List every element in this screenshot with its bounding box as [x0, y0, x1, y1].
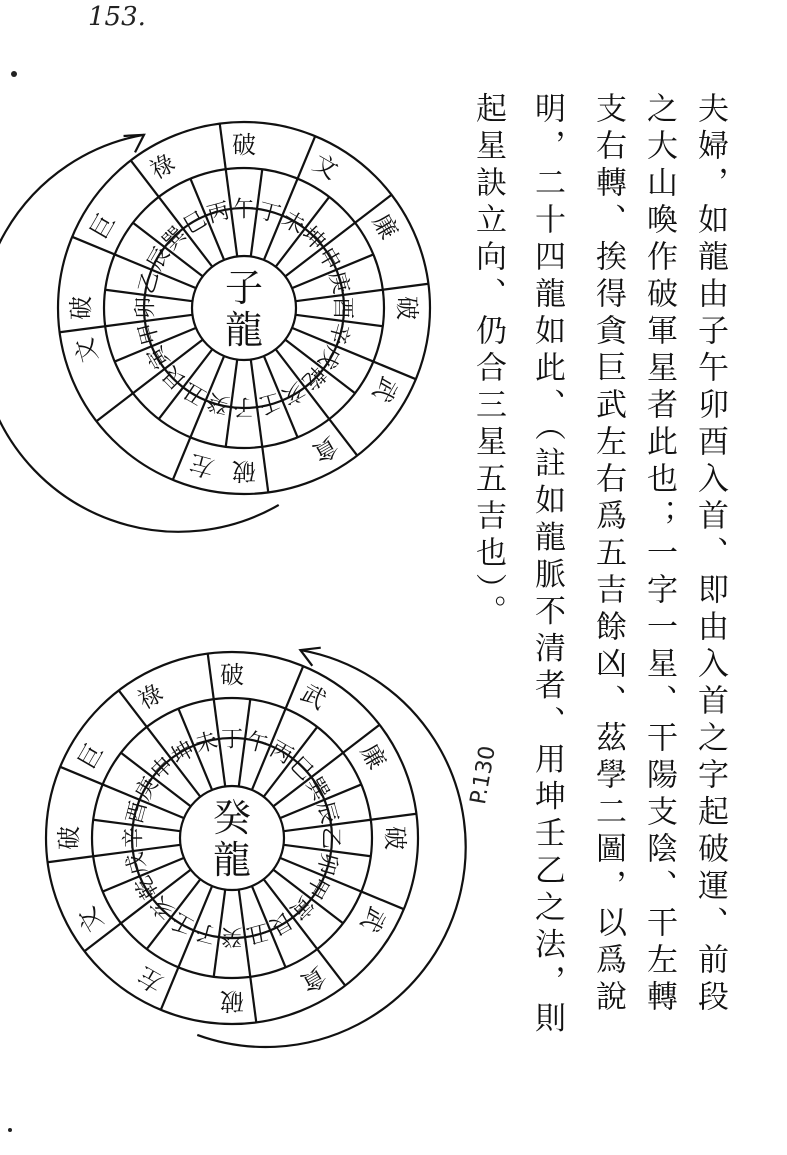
dragon-label: 子 [224, 266, 264, 310]
branch-label: 坤 [296, 222, 330, 256]
branch-label: 庚 [323, 268, 354, 297]
branch-label: 艮 [158, 360, 192, 394]
star-label: 破 [381, 826, 409, 850]
ring-divider [250, 977, 256, 1023]
star-label: 左 [186, 448, 218, 483]
star-label: 武 [296, 678, 331, 715]
star-label: 文 [308, 148, 343, 185]
branch-label: 丁 [220, 727, 244, 753]
text-column-3: 支右轉、挨得貪巨武左右爲五吉餘凶、茲學二圖，以爲說 [590, 92, 626, 1017]
branch-label: 巳 [284, 752, 318, 786]
branch-label: 坤 [167, 736, 199, 770]
star-label: 武 [355, 902, 392, 937]
star-label: 祿 [145, 148, 180, 185]
star-label: 左 [133, 961, 168, 998]
ring-divider [383, 284, 429, 290]
branch-label: 子 [192, 917, 221, 948]
branch-label: 戌 [122, 849, 153, 878]
ring-divider [220, 124, 226, 170]
branch-label: 壬 [255, 387, 284, 418]
branch-label: 巽 [300, 773, 334, 805]
branch-label: 壬 [167, 906, 199, 940]
branch-label: 甲 [300, 871, 334, 903]
star-label: 破 [220, 661, 244, 689]
star-label: 巨 [84, 209, 121, 244]
branch-label: 午 [243, 728, 272, 759]
star-label: 貪 [308, 431, 343, 468]
star-label: 破 [232, 131, 256, 159]
star-label: 武 [367, 372, 404, 407]
branch-label: 酉 [122, 798, 153, 827]
branch-label: 卯 [133, 296, 159, 320]
branch-label: 未 [277, 206, 309, 240]
branch-label: 丙 [265, 736, 297, 770]
branch-label: 丑 [179, 376, 211, 410]
branch-label: 亥 [277, 376, 309, 410]
text-column-4: 明，二十四龍如此、（註如龍脈不清者、用坤壬乙之法，則 [529, 92, 565, 1039]
star-label: 文 [69, 334, 104, 366]
star-label: 破 [55, 826, 83, 850]
branch-label: 癸 [204, 387, 233, 418]
page-number: 153. [88, 2, 146, 32]
star-label: 破 [67, 296, 95, 320]
star-label: 破 [220, 987, 244, 1015]
branch-label: 甲 [134, 319, 165, 348]
branch-label: 午 [232, 197, 256, 223]
ring-divider [371, 814, 417, 820]
diagram-top [0, 122, 430, 532]
branch-label: 癸 [220, 923, 244, 949]
star-label: 破 [393, 296, 421, 320]
branch-label: 辛 [121, 826, 147, 850]
scan-speck [8, 1128, 12, 1132]
star-label: 貪 [296, 961, 331, 998]
star-label: 破 [232, 457, 256, 485]
text-column-5: 起星訣立向、仍合三星五吉也）。 [470, 92, 506, 632]
branch-label: 辛 [323, 319, 354, 348]
scan-speck [11, 71, 17, 77]
ring-divider [48, 856, 94, 862]
branch-label: 卯 [311, 849, 342, 878]
branch-label: 丑 [243, 917, 272, 948]
star-label: 巨 [72, 739, 109, 774]
ring-divider [208, 654, 214, 700]
star-label: 廉 [367, 209, 404, 244]
branch-label: 寅 [284, 890, 318, 924]
branch-label: 乙 [134, 268, 165, 297]
margin-note: P.130 [466, 744, 501, 807]
branch-label: 丁 [255, 198, 284, 229]
branch-label: 乾 [130, 871, 164, 903]
branch-label: 戌 [312, 341, 346, 373]
branch-label: 申 [312, 243, 346, 275]
text-column-2: 之大山喚作破軍星者此也；一字一星、干陽支陰、干左轉 [641, 92, 677, 1017]
branch-label: 申 [146, 752, 180, 786]
branch-label: 子 [232, 393, 256, 419]
branch-label: 酉 [329, 296, 355, 320]
branch-label: 寅 [142, 341, 176, 373]
branch-label: 庚 [130, 773, 164, 805]
branch-label: 丙 [204, 198, 233, 229]
ring-divider [60, 326, 106, 332]
dragon-label: 癸 [212, 796, 252, 840]
star-label: 文 [72, 902, 109, 937]
dragon-label: 龍 [224, 308, 264, 352]
star-label: 廉 [355, 739, 392, 774]
diagram-bottom [46, 648, 466, 1047]
branch-label: 巽 [158, 222, 192, 256]
star-label: 祿 [133, 678, 168, 715]
branch-label: 艮 [265, 906, 297, 940]
ring-divider [96, 393, 132, 421]
text-column-1: 夫婦，如龍由子午卯酉入首、即由入首之字起破運、前段 [692, 92, 728, 1017]
branch-label: 辰 [142, 243, 176, 275]
ring-divider [262, 447, 268, 493]
branch-label: 未 [192, 728, 221, 759]
arrowhead-icon [300, 648, 320, 666]
branch-label: 乙 [317, 826, 343, 850]
branch-label: 巳 [179, 206, 211, 240]
branch-label: 辰 [311, 798, 342, 827]
branch-label: 乾 [296, 360, 330, 394]
branch-label: 亥 [146, 890, 180, 924]
dragon-label: 龍 [212, 838, 252, 882]
